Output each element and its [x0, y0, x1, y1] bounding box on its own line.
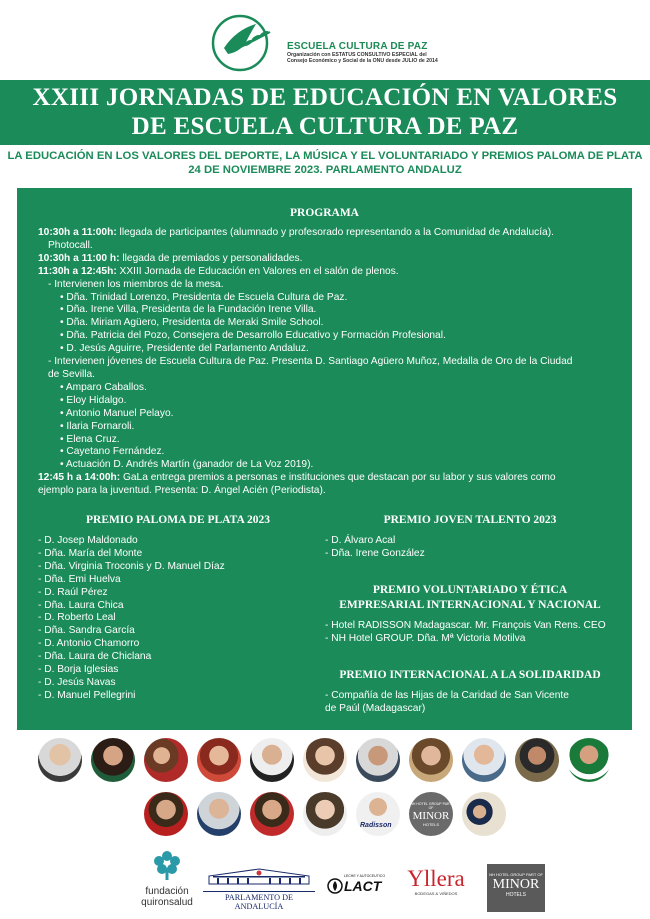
- schedule-time: 12:45 h a 14:00h:: [38, 472, 121, 484]
- schedule-item-1: [38, 227, 613, 240]
- program-schedule: [38, 227, 613, 498]
- dove-olive-logo-icon: [210, 12, 276, 74]
- schedule-desc: llegada de premiados y personalidades.: [119, 252, 303, 264]
- event-theme: LA EDUCACIÓN EN LOS VALORES DEL DEPORTE, LA MÚSICA Y EL VOLUNTARIADO Y PREMIOS PALOMA DE PLATA: [7, 150, 643, 162]
- logo-subtitle-1: Organización con ESTATUS CONSULTIVO ESPECIAL del: [287, 52, 427, 58]
- joven-participant: • Eloy Hidalgo.: [60, 394, 127, 406]
- page-title-line-1: XXIII JORNADAS DE EDUCACIÓN EN VALORES: [32, 84, 618, 111]
- portrait: [144, 792, 188, 836]
- sponsor-minor-name: MINOR: [492, 877, 540, 892]
- solidaridad-title: PREMIO INTERNACIONAL A LA SOLIDARIDAD: [339, 669, 601, 681]
- tree-icon: [150, 848, 184, 882]
- list-item: - Dña. Sandra García: [38, 625, 135, 637]
- list-item: - Compañía de las Hijas de la Caridad de San Vicente: [325, 690, 569, 701]
- mesa-member: • D. Jesús Aguirre, Presidente del Parlamento Andaluz.: [60, 343, 309, 355]
- joven-participant: • Elena Cruz.: [60, 433, 120, 445]
- sponsor-lact: [326, 874, 394, 894]
- schedule-time: 11:30h a 12:45h:: [38, 265, 117, 277]
- schedule-item-1-cont: Photocall.: [48, 239, 93, 251]
- programa-title: PROGRAMA: [290, 207, 359, 219]
- mesa-intro: - Intervienen los miembros de la mesa.: [48, 278, 224, 290]
- sponsor-quiron-2: quironsalud: [141, 897, 193, 908]
- list-item: - D. Antonio Chamorro: [38, 638, 140, 650]
- voluntariado-title-1: PREMIO VOLUNTARIADO Y ÉTICA: [372, 584, 568, 596]
- sponsors-bar: [0, 842, 650, 919]
- lact-drop-icon: [326, 878, 344, 894]
- list-item: - Dña. Virginia Troconis y D. Manuel Díaz: [38, 560, 225, 572]
- mesa-member: • Dña. Miriam Agüero, Presidenta de Meraki Smile School.: [60, 317, 324, 329]
- list-item: - NH Hotel GROUP. Dña. Mª Victoria Motilva: [325, 632, 526, 644]
- sponsor-minor-top: NH HOTEL GROUP PART OF: [489, 872, 543, 877]
- jovenes-intro-cont: de Sevilla.: [48, 368, 96, 380]
- schedule-desc: GaLa entrega premios a personas e instituciones que destacan por su labor y sus valores como: [120, 472, 556, 484]
- list-item: de Paúl (Madagascar): [325, 702, 426, 714]
- portrait-group: [462, 792, 506, 836]
- logo-title: ESCUELA CULTURA DE PAZ: [287, 41, 428, 52]
- sponsor-lact-small: LECHE Y AUTOCEUTICO: [344, 874, 386, 878]
- mesa-member: • Dña. Patricia del Pozo, Consejera de Desarrollo Educativo y Formación Profesional.: [60, 330, 446, 342]
- sponsor-quironsalud: [140, 848, 194, 908]
- list-item: - D. Josep Maldonado: [38, 535, 138, 546]
- paloma-title: PREMIO PALOMA DE PLATA 2023: [86, 514, 270, 526]
- portrait: [303, 792, 347, 836]
- schedule-item-2: [38, 253, 613, 266]
- schedule-desc: llegada de participantes (alumnado y profesorado representando a la Comunidad de Andalucía).: [116, 227, 554, 238]
- joven-participant: • Cayetano Fernández.: [60, 446, 165, 458]
- solidaridad-list: [325, 690, 620, 716]
- logo-subtitle-2: Consejo Económico y Social de la ONU desde JULIO de 2014: [287, 58, 438, 65]
- list-item: - D. Raúl Pérez: [38, 586, 108, 598]
- logo-text: [287, 41, 438, 65]
- parliament-building-icon: [203, 866, 315, 886]
- portrait-gallery: [0, 736, 650, 842]
- portrait: [144, 738, 188, 782]
- portrait: [462, 738, 506, 782]
- list-item: - Dña. Emi Huelva: [38, 573, 121, 585]
- sponsor-parlamento: [203, 866, 315, 911]
- paloma-list: [38, 535, 308, 703]
- mesa-member: • Dña. Trinidad Lorenzo, Presidenta de Escuela Cultura de Paz.: [60, 291, 348, 303]
- portrait: [250, 738, 294, 782]
- organization-logo: [0, 0, 650, 80]
- schedule-item-4: [38, 472, 613, 485]
- voluntariado-list: [325, 620, 620, 646]
- schedule-time: 10:30h a 11:00h:: [38, 227, 117, 238]
- joven-talento-list: [325, 535, 615, 561]
- portrait: [250, 792, 294, 836]
- list-item: - D. Álvaro Acal: [325, 535, 396, 546]
- sponsor-minor-hotels: [487, 864, 545, 912]
- portrait: [197, 738, 241, 782]
- list-item: - D. Borja Iglesias: [38, 664, 119, 676]
- list-item: - Dña. Irene González: [325, 547, 425, 559]
- schedule-item-4-cont: ejemplo para la juventud. Presenta: D. Ángel Acién (Periodista).: [38, 485, 326, 497]
- portrait: [515, 738, 559, 782]
- sponsor-yllera: [398, 866, 474, 896]
- portrait: [567, 738, 611, 782]
- mesa-member: • Dña. Irene Villa, Presidenta de la Fundación Irene Villa.: [60, 304, 317, 316]
- portrait: [197, 792, 241, 836]
- schedule-time: 10:30h a 11:00 h:: [38, 252, 120, 264]
- joven-participant: • Antonio Manuel Pelayo.: [60, 407, 174, 419]
- sponsor-quiron-1: fundación: [145, 886, 189, 897]
- list-item: - Dña. Laura de Chiclana: [38, 651, 152, 663]
- list-item: - Hotel RADISSON Madagascar. Mr. François Van Rens. CEO: [325, 620, 606, 631]
- portrait: [409, 738, 453, 782]
- page-title-line-2: DE ESCUELA CULTURA DE PAZ: [131, 113, 519, 140]
- jovenes-intro: - Intervienen jóvenes de Escuela Cultura de Paz. Presenta D. Santiago Agüero Muñoz, Medalla de Oro de la Ciudad: [48, 356, 573, 368]
- sponsor-minor-sub: HOTELS: [505, 892, 526, 898]
- portrait: [303, 738, 347, 782]
- voluntariado-title-2: EMPRESARIAL INTERNACIONAL Y NACIONAL: [339, 599, 601, 611]
- joven-talento-title: PREMIO JOVEN TALENTO 2023: [383, 514, 557, 526]
- schedule-item-3: [38, 266, 613, 279]
- joven-participant: • Ilaria Fornaroli.: [60, 420, 135, 432]
- schedule-desc: XXIII Jornada de Educación en Valores en el salón de plenos.: [116, 265, 399, 277]
- portrait: [91, 738, 135, 782]
- list-item: - Dña. Laura Chica: [38, 599, 124, 611]
- portrait: [38, 738, 82, 782]
- sponsor-yllera-label: Yllera: [407, 866, 465, 891]
- event-date-place: 24 DE NOVIEMBRE 2023. PARLAMENTO ANDALUZ: [188, 164, 462, 176]
- sponsor-lact-label: LACT: [344, 878, 382, 894]
- list-item: - D. Manuel Pellegrini: [38, 689, 136, 701]
- portrait-radisson: [356, 792, 400, 836]
- radisson-label: Radisson: [360, 822, 392, 829]
- minor-hotels-badge: [409, 792, 453, 836]
- minor-badge-name: MINOR: [412, 810, 450, 822]
- minor-badge-sub: HOTELS: [422, 822, 439, 827]
- sponsor-parlamento-label: PARLAMENTO DE ANDALUCÍA: [203, 891, 315, 911]
- list-item: - D. Jesús Navas: [38, 676, 116, 688]
- sponsor-yllera-sub: BODEGAS & VIÑEDOS: [414, 891, 458, 896]
- sponsor-lact-row: [326, 878, 394, 894]
- portrait: [356, 738, 400, 782]
- joven-participant: • Amparo Caballos.: [60, 381, 147, 393]
- list-item: - Dña. María del Monte: [38, 547, 143, 559]
- list-item: - D. Roberto Leal: [38, 612, 116, 624]
- joven-participant: • Actuación D. Andrés Martín (ganador de La Voz 2019).: [60, 459, 314, 471]
- minor-badge-top: NH HOTEL GROUP PART OF: [410, 802, 452, 810]
